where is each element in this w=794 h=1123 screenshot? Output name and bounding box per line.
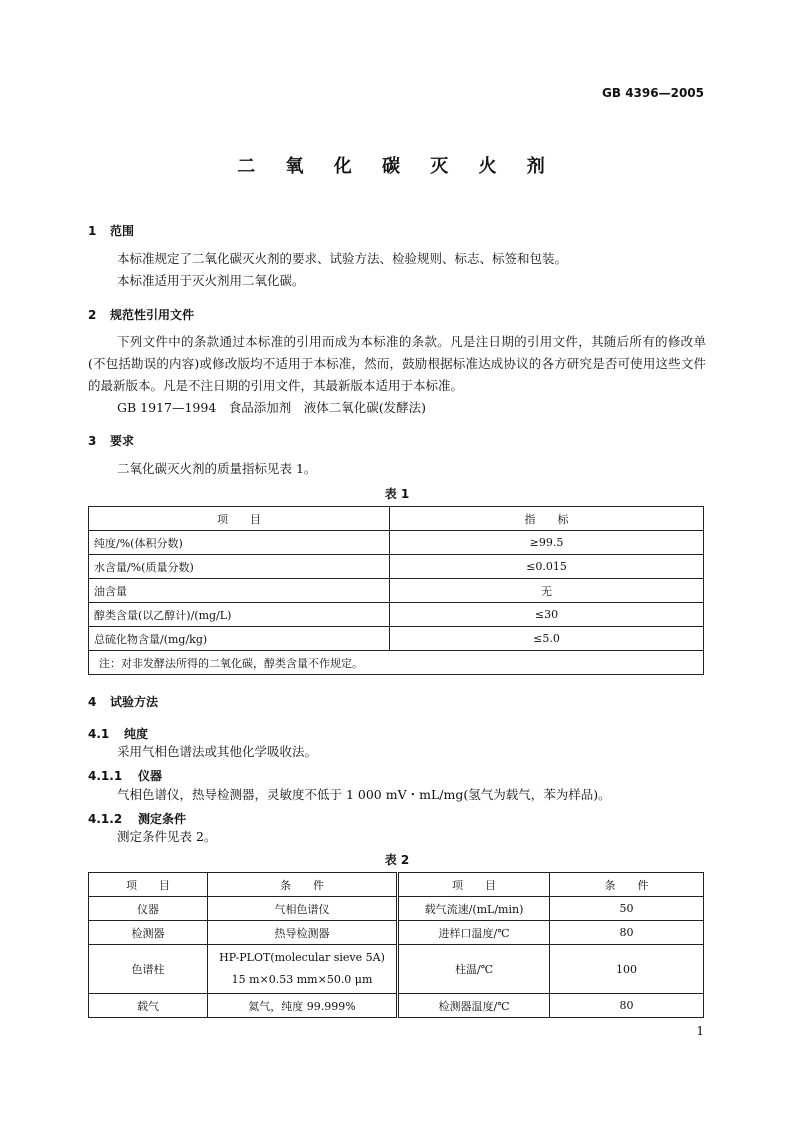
table-header-cell: 条 件 [208,873,398,897]
section-title: 纯度 [124,727,149,741]
table-2 [88,872,704,1018]
table-cell: 气相色谱仪 [208,897,398,921]
table-cell: 80 [550,921,704,945]
section-number: 3 [88,434,97,448]
table-row [89,555,704,579]
section-number: 4.1.2 [88,812,123,826]
section-title: 要求 [110,434,135,448]
table-cell: 纯度/%(体积分数) [89,531,390,555]
section-4-1-1-heading [88,767,162,784]
table-cell: ≥99.5 [390,531,704,555]
section-1-paragraph-1: 本标准规定了二氧化碳灭火剂的要求、试验方法、检验规则、标志、标签和包装。 [117,251,568,266]
table-2-caption: 表 2 [384,853,410,867]
table-1 [88,506,704,675]
section-2-heading [88,306,194,323]
table-cell: 醇类含量(以乙醇计)/(mg/L) [89,603,390,627]
table-cell: 100 [550,945,704,994]
table-row [89,897,704,921]
page-number: 1 [696,1024,704,1038]
table-cell: 色谱柱 [89,945,208,994]
table-header-cell: 项 目 [398,873,550,897]
section-1-paragraph-2: 本标准适用于灭火剂用二氧化碳。 [117,273,305,288]
table-cell: 仪器 [89,897,208,921]
table-note-row [89,651,704,675]
section-number: 4.1.1 [88,769,123,783]
table-cell: 50 [550,897,704,921]
table-row [89,579,704,603]
table-row [89,994,704,1018]
table-cell: 无 [390,579,704,603]
table-row [89,603,704,627]
table-header-row [89,873,704,897]
table-header-cell: 项 目 [89,873,208,897]
table-cell: 检测器温度/℃ [398,994,550,1018]
section-title: 仪器 [138,769,163,783]
table-header-cell: 指 标 [390,507,704,531]
section-2-paragraph: 下列文件中的条款通过本标准的引用而成为本标准的条款。凡是注日期的引用文件，其随后所有的修改单(不包括勘误的内容)或修改版均不适用于本标准，然而，鼓励根据标准达成协议的各方研究是否可使用这些文件的最新版本。凡是不注日期的引用文件，其最新版本适用于本标准。 [88,334,706,393]
table-cell: 油含量 [89,579,390,603]
section-number: 4 [88,695,97,709]
table-row [89,921,704,945]
table-cell: 热导检测器 [208,921,398,945]
section-3-heading [88,432,134,449]
section-4-1-heading [88,725,148,742]
table-cell: ≤5.0 [390,627,704,651]
table-cell: 80 [550,994,704,1018]
table-cell: 水含量/%(质量分数) [89,555,390,579]
table-row [89,531,704,555]
column-spec: 15 m×0.53 mm×50.0 μm [231,973,373,986]
table-header-cell: 条 件 [550,873,704,897]
table-header-row [89,507,704,531]
section-title: 范围 [110,224,135,238]
table-header-cell: 项 目 [89,507,390,531]
column-type: HP-PLOT(molecular sieve 5A) [219,951,385,964]
standard-number: GB 4396—2005 [602,86,704,100]
table-cell: 载气 [89,994,208,1018]
table-row [89,945,704,994]
section-number: 4.1 [88,727,110,741]
section-4-heading [88,693,158,710]
table-note: 注：对非发酵法所得的二氧化碳，醇类含量不作规定。 [89,651,704,675]
section-title: 测定条件 [138,812,187,826]
section-number: 1 [88,224,97,238]
section-number: 2 [88,308,97,322]
section-4-1-1-paragraph: 气相色谱仪，热导检测器，灵敏度不低于 1 000 mV・mL/mg(氢气为载气，苯为样品)。 [117,787,611,802]
table-row [89,627,704,651]
table-cell: 总硫化物含量/(mg/kg) [89,627,390,651]
table-cell: 氦气，纯度 99.999% [208,994,398,1018]
section-title: 规范性引用文件 [110,308,195,322]
section-4-1-paragraph: 采用气相色谱法或其他化学吸收法。 [117,744,318,759]
table-1-caption: 表 1 [384,487,410,501]
normative-reference: GB 1917—1994 食品添加剂 液体二氧化碳(发酵法) [117,400,427,415]
section-title: 试验方法 [110,695,159,709]
document-title: 二 氧 化 碳 灭 火 剂 [237,156,557,177]
section-4-1-2-heading [88,810,186,827]
table-cell: ≤0.015 [390,555,704,579]
table-cell: ≤30 [390,603,704,627]
section-1-heading [88,222,134,239]
table-cell: 进样口温度/℃ [398,921,550,945]
section-4-1-2-paragraph: 测定条件见表 2。 [117,829,217,844]
table-cell: 柱温/℃ [398,945,550,994]
table-cell: 载气流速/(mL/min) [398,897,550,921]
table-cell [208,945,398,994]
table-cell: 检测器 [89,921,208,945]
section-3-paragraph: 二氧化碳灭火剂的质量指标见表 1。 [117,461,317,476]
